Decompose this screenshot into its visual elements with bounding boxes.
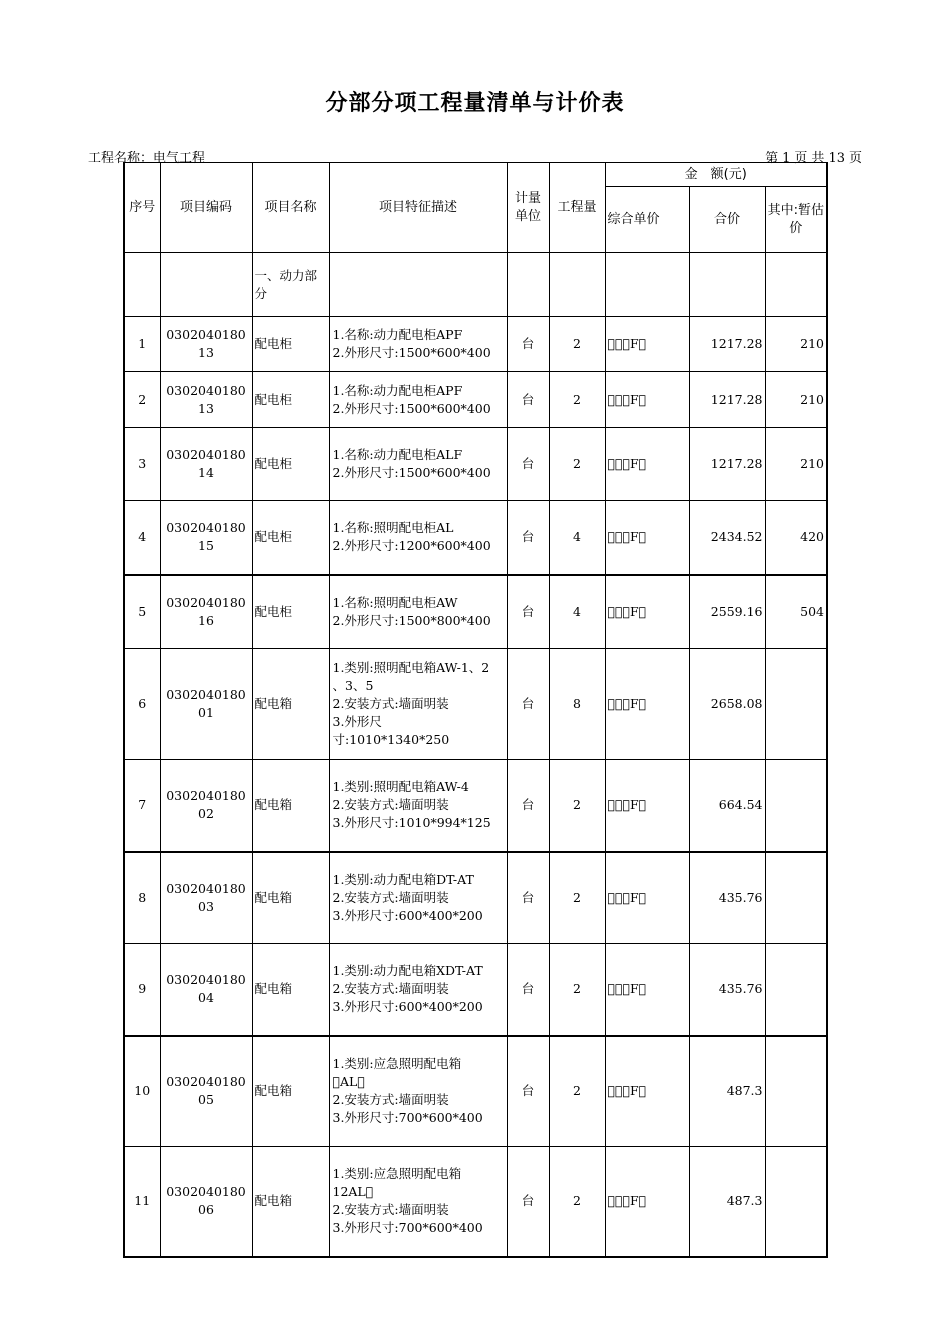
row-code: [160, 575, 252, 649]
table-row: [124, 649, 827, 760]
row-total: 2658.08: [689, 649, 765, 760]
section-seq: [124, 253, 160, 317]
table-row: [124, 372, 827, 428]
table-row: [124, 317, 827, 372]
row-total: 487.3: [689, 1147, 765, 1257]
row-qty: 2: [549, 428, 605, 501]
page-indicator-part: 页: [848, 151, 862, 166]
row-code: [160, 1147, 252, 1257]
header-provisional: 其中:暂估价: [765, 187, 827, 253]
row-desc-line: 3.外形尺: [332, 714, 382, 729]
row-desc: [329, 944, 507, 1036]
row-provisional: 210: [765, 317, 827, 372]
row-total: 1217.28: [689, 317, 765, 372]
row-unit-price:    F : [605, 1036, 689, 1147]
page-indicator-part: 第: [765, 151, 779, 166]
row-desc-line: 2.安装方式:墙面明装: [332, 889, 449, 905]
row-desc-line: 2.外形尺寸:1500*800*400: [332, 612, 491, 628]
row-code-text: 030204018016: [166, 594, 246, 628]
header-amount: 金 额(元): [605, 163, 827, 187]
row-desc-line: 1.名称:动力配电柜APF: [332, 382, 463, 398]
header-row-top: [124, 163, 827, 187]
row-total: 435.76: [689, 944, 765, 1036]
row-desc: [329, 1036, 507, 1147]
table-row: [124, 852, 827, 944]
row-desc: [329, 852, 507, 944]
row-name: 配电箱: [252, 649, 329, 760]
row-name: 配电柜: [252, 428, 329, 501]
row-desc-line: 1.名称:照明配电柜AL: [332, 520, 454, 536]
row-seq: 7: [124, 760, 160, 852]
header-unit-price: 综合单价: [605, 187, 689, 253]
row-unit-price:    F : [605, 501, 689, 575]
row-code: [160, 317, 252, 372]
row-provisional: 420: [765, 501, 827, 575]
row-seq: 6: [124, 649, 160, 760]
row-name: 配电柜: [252, 372, 329, 428]
header-total: 合价: [689, 187, 765, 253]
table-row: [124, 1036, 827, 1147]
row-desc-line: 2.外形尺寸:1500*600*400: [332, 345, 491, 360]
section-unit-price: [605, 253, 689, 317]
row-qty: 2: [549, 852, 605, 944]
header-name: 项目名称: [252, 163, 329, 253]
row-desc-line: 1.类别:照明配电箱AW-4: [332, 779, 469, 795]
row-code: [160, 944, 252, 1036]
row-qty: 2: [549, 944, 605, 1036]
section-unit: [507, 253, 549, 317]
row-desc-line: 3.外形尺寸:600*400*200: [332, 999, 483, 1015]
row-desc-line: 1.名称:照明配电柜AW: [332, 594, 458, 610]
row-code: [160, 649, 252, 760]
row-desc-line: 1.类别:动力配电箱XDT-AT: [332, 963, 483, 979]
row-code: [160, 760, 252, 852]
page-number: 1: [782, 151, 791, 166]
row-desc-line: 1.名称:动力配电柜ALF: [332, 447, 463, 462]
row-desc: [329, 760, 507, 852]
row-desc-line: 1.类别:动力配电箱DT-AT: [332, 871, 474, 887]
row-code: [160, 428, 252, 501]
page-indicator-part: 共: [811, 151, 825, 166]
table-row: [124, 428, 827, 501]
row-qty: 4: [549, 501, 605, 575]
row-unit: 台: [507, 317, 549, 372]
row-qty: 2: [549, 1147, 605, 1257]
table-row: [124, 944, 827, 1036]
row-unit: 台: [507, 1036, 549, 1147]
row-qty: 2: [549, 1036, 605, 1147]
row-provisional: [765, 760, 827, 852]
row-desc: [329, 317, 507, 372]
row-name: 配电箱: [252, 1147, 329, 1257]
table-row: [124, 575, 827, 649]
page-total: 13: [828, 151, 845, 166]
row-seq: 4: [124, 501, 160, 575]
row-unit: 台: [507, 1147, 549, 1257]
row-unit: 台: [507, 944, 549, 1036]
row-unit: 台: [507, 852, 549, 944]
row-name: 配电柜: [252, 501, 329, 575]
row-desc-line: 2.安装方式:墙面明装: [332, 1202, 449, 1218]
section-total: [689, 253, 765, 317]
row-name: 配电箱: [252, 944, 329, 1036]
row-total: 435.76: [689, 852, 765, 944]
row-provisional: [765, 1036, 827, 1147]
row-seq: 11: [124, 1147, 160, 1257]
row-provisional: 210: [765, 428, 827, 501]
row-desc-line: 1.名称:动力配电柜APF: [332, 327, 463, 342]
row-unit-price:    F : [605, 944, 689, 1036]
row-total: 664.54: [689, 760, 765, 852]
row-qty: 8: [549, 649, 605, 760]
row-desc-line: 2.外形尺寸:1200*600*400: [332, 538, 491, 554]
row-provisional: [765, 649, 827, 760]
table-row: [124, 760, 827, 852]
row-seq: 1: [124, 317, 160, 372]
row-total: 487.3: [689, 1036, 765, 1147]
page-title: 分部分项工程量清单与计价表: [325, 91, 625, 116]
row-desc: [329, 575, 507, 649]
row-desc-line: 12AL : [332, 1184, 374, 1200]
row-qty: 2: [549, 372, 605, 428]
row-provisional: [765, 944, 827, 1036]
row-desc-line: 3.外形尺寸:700*600*400: [332, 1220, 483, 1236]
row-total: 1217.28: [689, 428, 765, 501]
row-seq: 9: [124, 944, 160, 1036]
row-desc-line: 2.安装方式:墙面明装: [332, 1092, 449, 1108]
row-name: 配电柜: [252, 317, 329, 372]
row-code-text: 030204018001: [166, 687, 246, 720]
row-desc: [329, 1147, 507, 1257]
row-desc-line: 2.安装方式:墙面明装: [332, 797, 449, 813]
row-code: [160, 1036, 252, 1147]
row-code-text: 030204018013: [166, 382, 246, 416]
table-row: [124, 501, 827, 575]
row-code: [160, 501, 252, 575]
row-code-text: 030204018002: [166, 788, 246, 822]
section-prov: [765, 253, 827, 317]
section-desc: [329, 253, 507, 317]
row-name: 配电柜: [252, 575, 329, 649]
row-desc-line: 2.外形尺寸:1500*600*400: [332, 465, 491, 480]
row-unit-price:    F : [605, 852, 689, 944]
row-desc-line: 1.类别:照明配电箱AW-1、2: [332, 660, 490, 675]
row-desc: [329, 428, 507, 501]
section-code: [160, 253, 252, 317]
row-unit: 台: [507, 760, 549, 852]
row-desc-line: 寸:1010*1340*250: [332, 732, 450, 747]
row-total: 2434.52: [689, 501, 765, 575]
row-seq: 8: [124, 852, 160, 944]
row-name: 配电箱: [252, 852, 329, 944]
row-code-text: 030204018004: [166, 972, 246, 1006]
row-desc-line: 1.类别:应急照明配电箱: [332, 1166, 462, 1182]
header-desc: 项目特征描述: [329, 163, 507, 253]
row-total: 2559.16: [689, 575, 765, 649]
row-unit-price:    F : [605, 372, 689, 428]
row-provisional: [765, 852, 827, 944]
row-unit: 台: [507, 501, 549, 575]
row-unit-price:    F : [605, 1147, 689, 1257]
row-desc-line: 1.类别:应急照明配电箱: [332, 1056, 462, 1072]
table-row: [124, 1147, 827, 1257]
row-seq: 2: [124, 372, 160, 428]
row-name: 配电箱: [252, 760, 329, 852]
header-unit: 计量单位: [507, 163, 549, 253]
row-desc-line: 、3、5: [332, 678, 374, 693]
row-desc: [329, 372, 507, 428]
row-desc: [329, 649, 507, 760]
header-seq: 序号: [124, 163, 160, 253]
row-desc-line: 3.外形尺寸:700*600*400: [332, 1110, 483, 1126]
row-unit-price:    F : [605, 317, 689, 372]
row-code-text: 030204018003: [166, 880, 246, 914]
row-unit: 台: [507, 372, 549, 428]
row-code-text: 030204018013: [166, 327, 246, 360]
row-seq: 3: [124, 428, 160, 501]
row-provisional: 504: [765, 575, 827, 649]
project-name-label: 工程名称：电气工程: [88, 151, 206, 166]
row-name: 配电箱: [252, 1036, 329, 1147]
row-total: 1217.28: [689, 372, 765, 428]
row-unit-price:    F : [605, 649, 689, 760]
row-code-text: 030204018005: [166, 1074, 246, 1108]
row-code-text: 030204018014: [166, 447, 246, 480]
row-unit: 台: [507, 649, 549, 760]
row-seq: 10: [124, 1036, 160, 1147]
row-unit-price:    F : [605, 428, 689, 501]
row-qty: 4: [549, 575, 605, 649]
row-desc-line:  AL : [332, 1074, 365, 1090]
row-desc-line: 2.安装方式:墙面明装: [332, 981, 449, 997]
row-provisional: [765, 1147, 827, 1257]
row-unit-price:    F : [605, 760, 689, 852]
row-desc-line: 3.外形尺寸:600*400*200: [332, 907, 483, 923]
page-indicator-part: 页: [794, 151, 808, 166]
section-row: [124, 253, 827, 317]
section-name: 一、动力部分: [252, 253, 329, 317]
row-code: [160, 852, 252, 944]
row-desc-line: 2.外形尺寸:1500*600*400: [332, 400, 491, 416]
row-unit-price:    F : [605, 575, 689, 649]
header-code: 项目编码: [160, 163, 252, 253]
row-qty: 2: [549, 317, 605, 372]
row-unit: 台: [507, 428, 549, 501]
row-desc-line: 2.安装方式:墙面明装: [332, 696, 449, 711]
section-qty: [549, 253, 605, 317]
row-code-text: 030204018006: [166, 1184, 246, 1218]
row-unit: 台: [507, 575, 549, 649]
row-seq: 5: [124, 575, 160, 649]
row-desc-line: 3.外形尺寸:1010*994*125: [332, 815, 491, 831]
bill-of-quantities-table: [123, 162, 828, 1258]
row-provisional: 210: [765, 372, 827, 428]
row-qty: 2: [549, 760, 605, 852]
row-desc: [329, 501, 507, 575]
row-code-text: 030204018015: [166, 520, 246, 554]
row-code: [160, 372, 252, 428]
header-qty: 工程量: [549, 163, 605, 253]
